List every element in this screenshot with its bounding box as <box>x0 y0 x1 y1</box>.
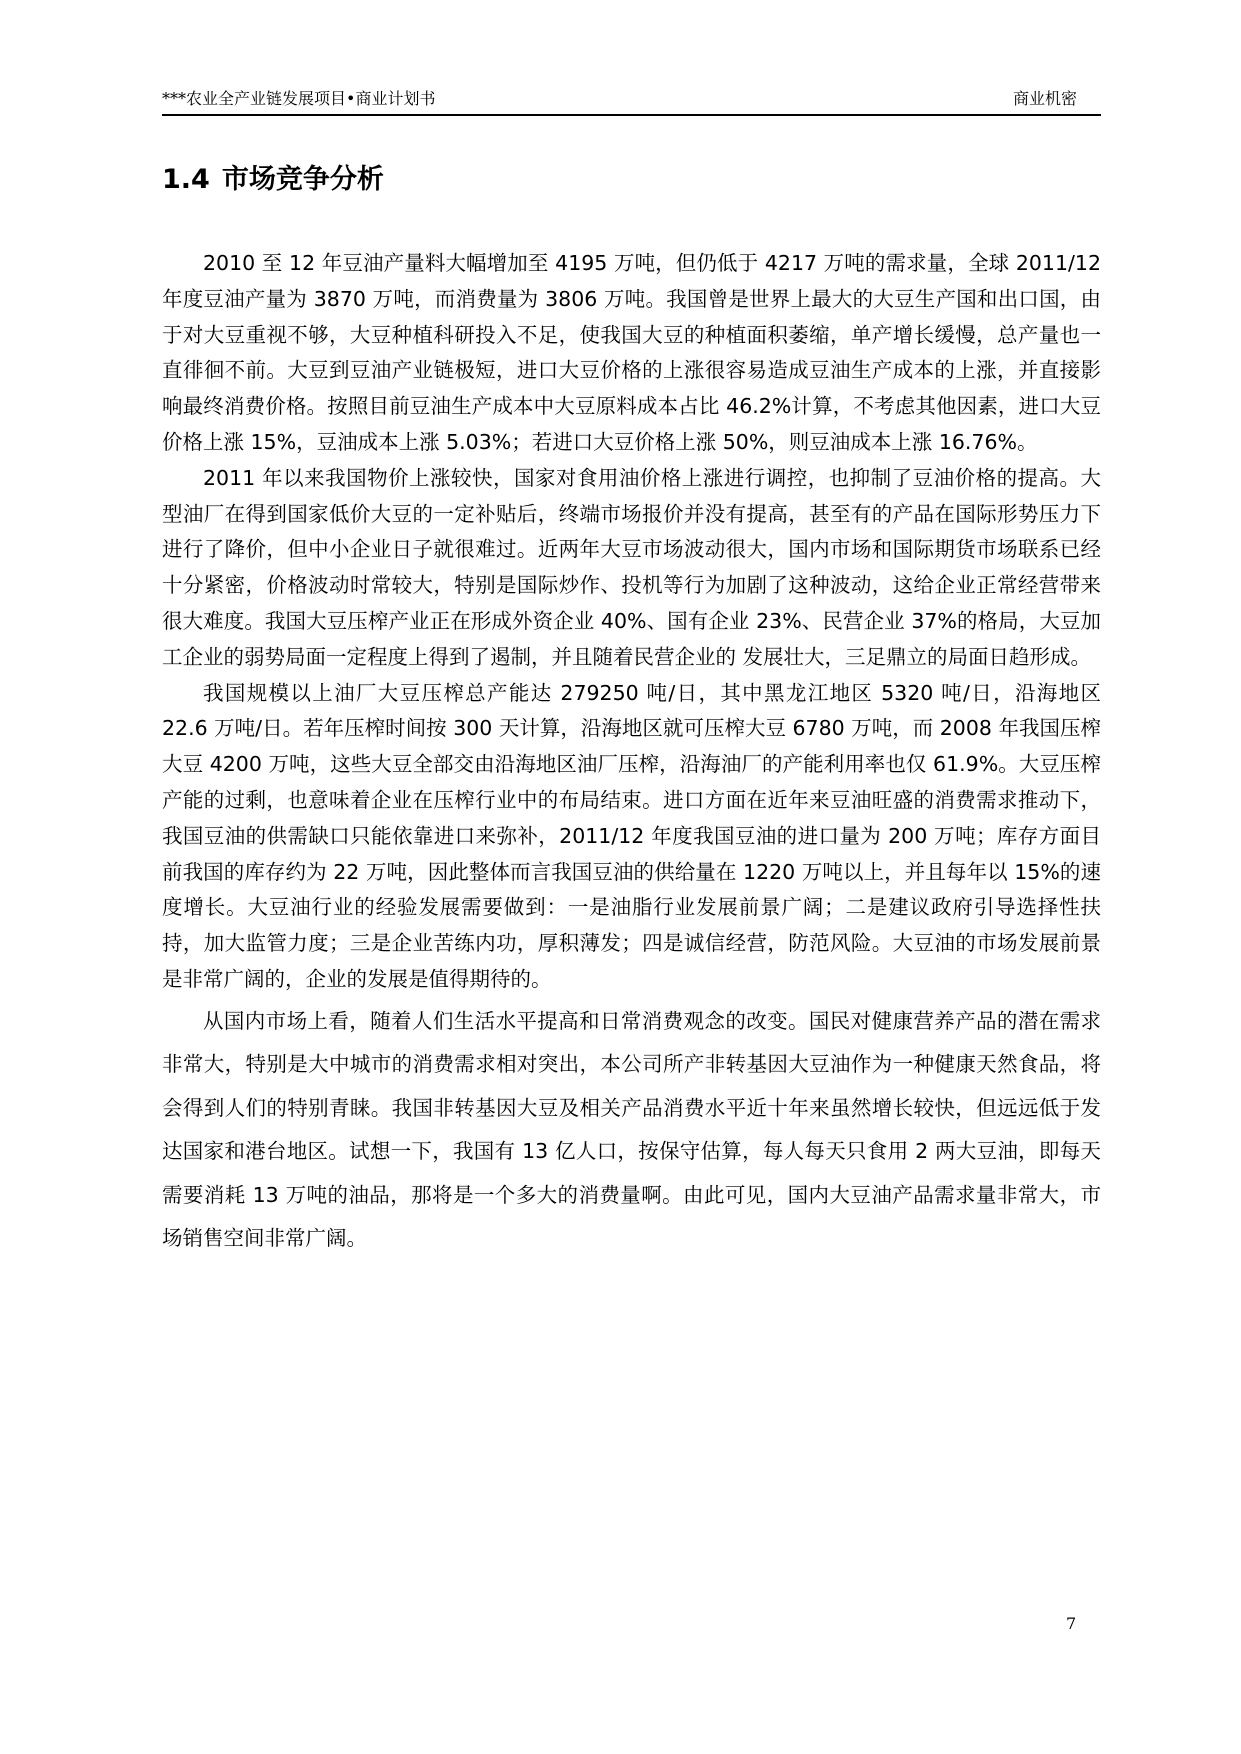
page-number: 7 <box>1066 1614 1077 1633</box>
page-header <box>162 84 1101 116</box>
section-number: 1.4 <box>162 164 210 195</box>
paragraph-crushing-capacity: 我国规模以上油厂大豆压榨总产能达 279250 吨/日，其中黑龙江地区 5320 吨/日，沿海地区 22.6 万吨/日。若年压榨时间按 300 天计算，沿海地区就可压榨大豆 6780 万吨，而 2008 年我国压榨大豆 4200 万吨，这些大豆全部交由沿海地区油厂压榨，沿海油厂的产能利用率也仅 61.9%。大豆压榨产能的过剩，也意味着企业在压榨行业中的布局结束。进口方面在近年来豆油旺盛的消费需求推动下，我国豆油的供需缺口只能依靠进口来弥补，2011/12 年度我国豆油的进口量为 200 万吨；库存方面目前我国的库存约为 22 万吨，因此整体而言我国豆油的供给量在 1220 万吨以上，并且每年以 15%的速度增长。大豆油行业的经验发展需要做到：一是油脂行业发展前景广阔；二是建议政府引导选择性扶持，加大监管力度；三是企业苦练内功，厚积薄发；四是诚信经营，防范风险。大豆油的市场发展前景是非常广阔的，企业的发展是值得期待的。 <box>162 680 1101 991</box>
confidential-label: 商业机密 <box>1012 89 1077 108</box>
document-title: ***农业全产业链发展项目•商业计划书 <box>162 89 436 108</box>
paragraph-soybean-oil-supply: 2010 至 12 年豆油产量料大幅增加至 4195 万吨，但仍低于 4217 万吨的需求量，全球 2011/12 年度豆油产量为 3870 万吨，而消费量为 3806 万吨。我国曾是世界上最大的大豆生产国和出口国，由于对大豆重视不够，大豆种植科研投入不足，使我国大豆的种植面积萎缩，单产增长缓慢，总产量也一直徘徊不前。大豆到豆油产业链极短，进口大豆价格的上涨很容易造成豆油生产成本的上涨，并直接影响最终消费价格。按照目前豆油生产成本中大豆原料成本占比 46.2%计算，不考虑其他因素，进口大豆价格上涨 15%，豆油成本上涨 5.03%；若进口大豆价格上涨 50%，则豆油成本上涨 16.76%。 <box>162 251 1101 454</box>
paragraph-price-regulation: 2011 年以来我国物价上涨较快，国家对食用油价格上涨进行调控，也抑制了豆油价格的提高。大型油厂在得到国家低价大豆的一定补贴后，终端市场报价并没有提高，甚至有的产品在国际形势压力下进行了降价，但中小企业日子就很难过。近两年大豆市场波动很大，国内市场和国际期货市场联系已经十分紧密，价格波动时常较大，特别是国际炒作、投机等行为加剧了这种波动，这给企业正常经营带来很大难度。我国大豆压榨产业正在形成外资企业 40%、国有企业 23%、民营企业 37%的格局，大豆加工企业的弱势局面一定程度上得到了遏制，并且随着民营企业的 发展壮大，三足鼎立的局面日趋形成。 <box>162 465 1101 669</box>
section-title: 市场竞争分析 <box>221 164 384 195</box>
body-text <box>162 246 1101 1261</box>
section-heading <box>162 160 384 200</box>
paragraph-domestic-market: 从国内市场上看，随着人们生活水平提高和日常消费观念的改变。国民对健康营养产品的潜在需求非常大，特别是大中城市的消费需求相对突出，本公司所产非转基因大豆油作为一种健康天然食品，将会得到人们的特别青睐。我国非转基因大豆及相关产品消费水平近十年来虽然增长较快，但远远低于发达国家和港台地区。试想一下，我国有 13 亿人口，按保守估算，每人每天只食用 2 两大豆油，即每天需要消耗 13 万吨的油品，那将是一个多大的消费量啊。由此可见，国内大豆油产品需求量非常大，市场销售空间非常广阔。 <box>162 1008 1101 1251</box>
